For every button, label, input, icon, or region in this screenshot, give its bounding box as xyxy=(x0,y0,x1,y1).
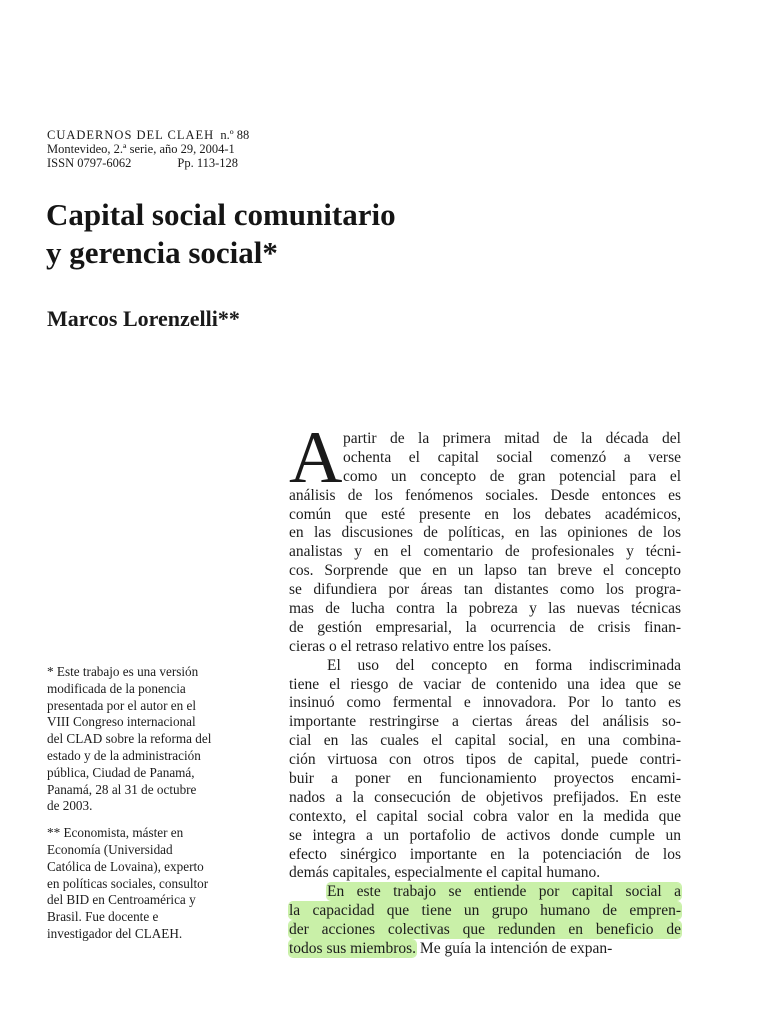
footnote-line: de 2003. xyxy=(47,798,93,814)
body-line: insinuó como fermental e innovadora. Por lo tanto es xyxy=(289,694,681,712)
body-line: como un concepto de gran potencial para el xyxy=(343,467,681,485)
highlighted-line xyxy=(289,921,681,940)
footnote-line: modificada de la ponencia xyxy=(47,680,186,696)
footnote-line: presentada por el autor en el xyxy=(47,697,197,713)
journal-header xyxy=(47,128,249,170)
footnote-line: Economía (Universidad xyxy=(47,841,173,857)
journal-name: CUADERNOS DEL CLAEH xyxy=(47,128,215,142)
issn: ISSN 0797-6062 xyxy=(47,156,132,170)
body-line: cial en las cuales el capital social, en una combina- xyxy=(289,732,681,750)
body-line: partir de la primera mitad de la década del xyxy=(343,430,681,447)
highlight-mark: la capacidad que tiene un grupo humano de empren- xyxy=(289,902,681,920)
author-name: Marcos Lorenzelli** xyxy=(47,306,240,331)
body-line: efecto sinérgico importante en la potenciación de los xyxy=(289,845,681,863)
body-line: de gestión empresarial, la ocurrencia de crisis finan- xyxy=(289,618,681,636)
title-line-1: Capital social comunitario xyxy=(46,197,396,232)
body-line: analistas y en el comentario de profesionales y técni- xyxy=(289,543,681,561)
body-line: en las discusiones de políticas, en las opiniones de los xyxy=(289,524,681,542)
journal-line-3 xyxy=(47,156,249,170)
footnote-line: en políticas sociales, consultor xyxy=(47,875,209,891)
body-line: ochenta el capital social comenzó a verse xyxy=(343,448,681,466)
footnote-line: Brasil. Fue docente e xyxy=(47,909,159,925)
footnote-line: * Este trabajo es una versión xyxy=(47,664,199,679)
body-line: demás capitales, especialmente el capital humano. xyxy=(289,864,601,882)
highlighted-line xyxy=(289,902,681,921)
footnote-line: del CLAD sobre la reforma del xyxy=(47,731,212,747)
highlighted-line xyxy=(289,940,681,959)
highlight-mark: En este trabajo se entiende por capital social a xyxy=(327,883,681,901)
body-line: común que esté presente en los debates académicos, xyxy=(289,505,681,523)
footnote-line: Panamá, 28 al 31 de octubre xyxy=(47,781,197,797)
footnote-gap xyxy=(47,815,262,825)
body-line: ción virtuosa con otros tipos de capital, puede contri- xyxy=(289,751,681,769)
journal-line-2: Montevideo, 2.ª serie, año 29, 2004-1 xyxy=(47,142,235,156)
footnote-line: Católica de Lovaina), experto xyxy=(47,858,204,874)
page-range: Pp. 113-128 xyxy=(177,156,239,170)
body-line: El uso del concepto en forma indiscriminada xyxy=(327,656,681,674)
body-line: cos. Sorprende que en un lapso tan breve el concepto xyxy=(289,562,681,580)
body-line: mas de lucha contra la pobreza y las nuevas técnicas xyxy=(289,600,681,618)
footnote-line: pública, Ciudad de Panamá, xyxy=(47,764,195,780)
footnote-line: estado y de la administración xyxy=(47,747,201,763)
footnotes xyxy=(47,664,262,943)
footnote-line: del BID en Centroamérica y xyxy=(47,892,196,908)
highlighted-line xyxy=(289,883,681,902)
title-line-2: y gerencia social* xyxy=(46,235,278,270)
body-line: se integra a un portafolio de activos donde cumple un xyxy=(289,826,681,844)
drop-cap: A xyxy=(289,417,343,499)
body-line: cieras o el retraso relativo entre los países. xyxy=(289,637,552,655)
journal-number: n.º 88 xyxy=(220,128,250,142)
body-line: buir a poner en funcionamiento proyectos encami- xyxy=(289,770,681,788)
journal-line-1 xyxy=(47,128,249,142)
body-line: contexto, el capital social cobra valor en la medida que xyxy=(289,807,681,825)
body-text xyxy=(289,417,681,959)
body-line: importante restringirse a ciertas áreas del análisis so- xyxy=(289,713,681,731)
highlight-mark: todos sus miembros. xyxy=(289,940,417,958)
body-line: tiene el riesgo de vaciar de contenido una idea que se xyxy=(289,675,681,693)
footnote-line: ** Economista, máster en xyxy=(47,825,184,841)
highlight-mark: der acciones colectivas que redunden en beneficio de xyxy=(289,921,681,939)
body-line: se difundiera por áreas tan distantes como los progra- xyxy=(289,581,681,599)
article-title xyxy=(46,196,546,272)
body-line: análisis de los fenómenos sociales. Desde entonces es xyxy=(289,486,681,504)
footnote-line: investigador del CLAEH. xyxy=(47,925,183,941)
footnote-line: VIII Congreso internacional xyxy=(47,714,196,730)
body-line-rest: Me guía la intención de expan- xyxy=(416,940,613,958)
body-line: nados a la consecución de objetivos prefijados. En este xyxy=(289,788,681,806)
